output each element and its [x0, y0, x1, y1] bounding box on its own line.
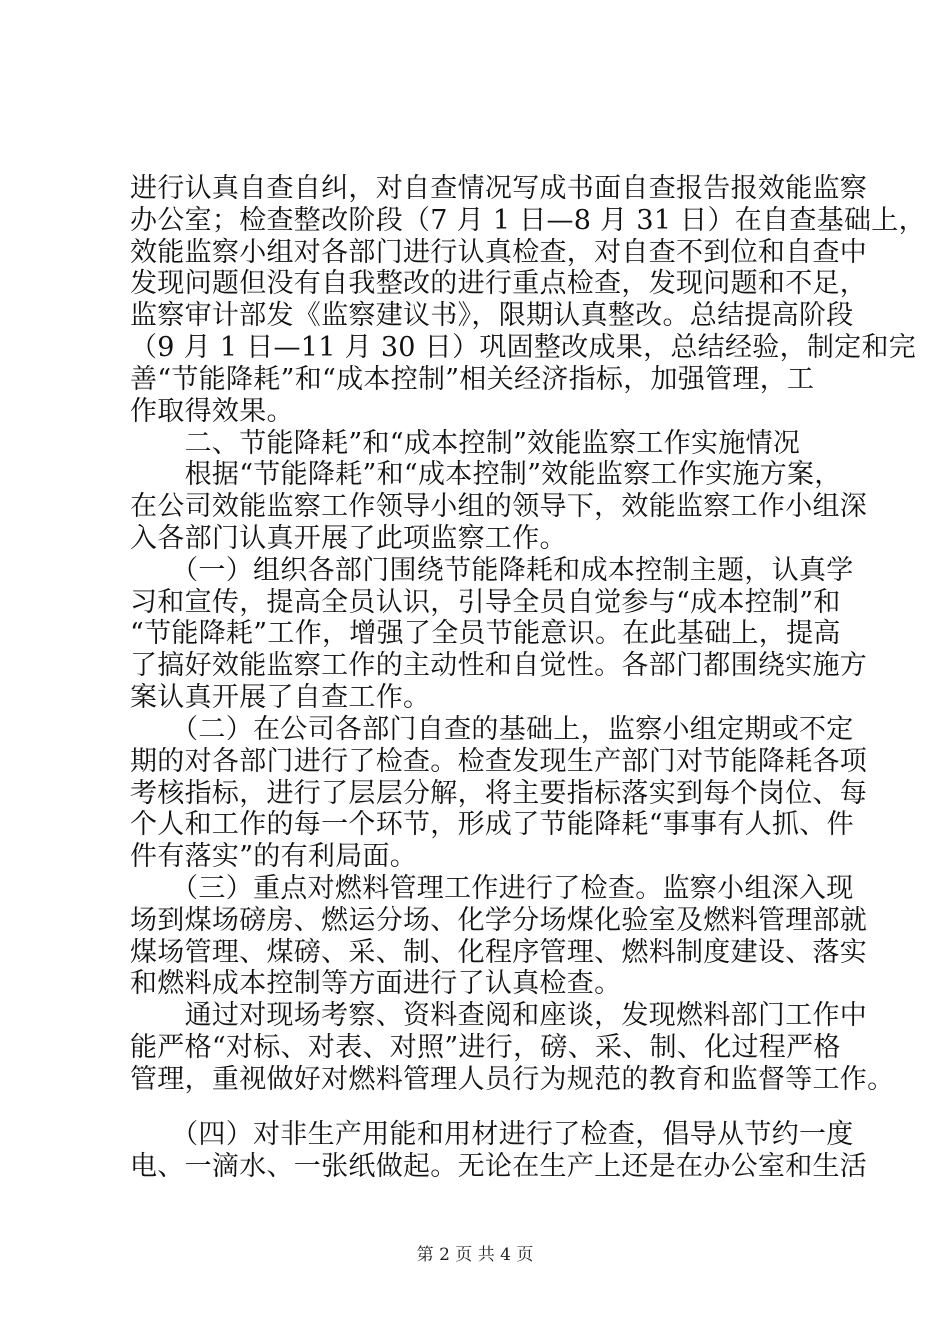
section-heading: 二、节能降耗”和“成本控制”效能监察工作实施情况: [130, 427, 801, 459]
text-line: 习和宣传，提高全员认识，引导全员自觉参与“成本控制”和: [130, 586, 841, 618]
text-line: 发现问题但没有自我整改的进行重点检查，发现问题和不足，: [130, 268, 868, 300]
text-line: 件有落实”的有利局面。: [130, 841, 418, 873]
text-line: 善“节能降耗”和“成本控制”相关经济指标，加强管理，工: [130, 363, 815, 395]
text-line: 进行认真自查自纠，对自查情况写成书面自查报告报效能监察: [130, 173, 868, 204]
text-line: 能严格“对标、对表、对照”进行，磅、采、制、化过程严格: [130, 1032, 841, 1064]
text-line: （三）重点对燃料管理工作进行了检查。监察小组深入现: [130, 873, 854, 904]
text-line: 煤场管理、煤磅、采、制、化程序管理、燃料制度建设、落实: [130, 936, 868, 968]
text-line: 考核指标，进行了层层分解，将主要指标落实到每个岗位、每: [130, 777, 868, 809]
text-line: 电、一滴水、一张纸做起。无论在生产上还是在办公室和生活: [130, 1151, 868, 1182]
text-line: （一）组织各部门围绕节能降耗和成本控制主题，认真学: [130, 554, 854, 586]
text-line: 入各部门认真开展了此项监察工作。: [130, 523, 567, 554]
text-line: 了搞好效能监察工作的主动性和自觉性。各部门都围绕实施方: [130, 650, 868, 682]
page-footer: 第 2 页 共 4 页: [416, 1245, 534, 1265]
text-line: 期的对各部门进行了检查。检查发现生产部门对节能降耗各项: [130, 745, 868, 777]
text-line: 办公室；检查整改阶段（7 月 1 日—8 月 31 日）在自查基础上，: [130, 204, 926, 236]
text-line: 管理，重视做好对燃料管理人员行为规范的教育和监督等工作。: [130, 1063, 895, 1095]
text-line: 案认真开展了自查工作。: [130, 682, 431, 714]
text-line: 和燃料成本控制等方面进行了认真检查。: [130, 968, 622, 1000]
text-line: （四）对非生产用能和用材进行了检查，倡导从节约一度: [130, 1119, 854, 1151]
text-line: “节能降耗”工作，增强了全员节能意识。在此基础上，提高: [130, 618, 841, 650]
text-line: 作取得效果。: [130, 395, 294, 427]
text-line: 个人和工作的每一个环节，形成了节能降耗“事事有人抓、件: [130, 809, 854, 841]
text-line: 监察审计部发《监察建议书》，限期认真整改。总结提高阶段: [130, 300, 854, 332]
text-line: 场到煤场磅房、燃运分场、化学分场煤化验室及燃料管理部就: [130, 904, 868, 936]
text-line: 在公司效能监察工作领导小组的领导下，效能监察工作小组深: [130, 491, 868, 523]
text-line: （二）在公司各部门自查的基础上，监察小组定期或不定: [130, 713, 854, 745]
text-line: （9 月 1 日—11 月 30 日）巩固整改成果，总结经验，制定和完: [130, 332, 917, 364]
text-line: 通过对现场考察、资料查阅和座谈，发现燃料部门工作中: [130, 1000, 868, 1032]
text-line: 效能监察小组对各部门进行认真检查，对自查不到位和自查中: [130, 236, 868, 268]
text-line: 根据“节能降耗”和“成本控制”效能监察工作实施方案，: [130, 459, 842, 491]
